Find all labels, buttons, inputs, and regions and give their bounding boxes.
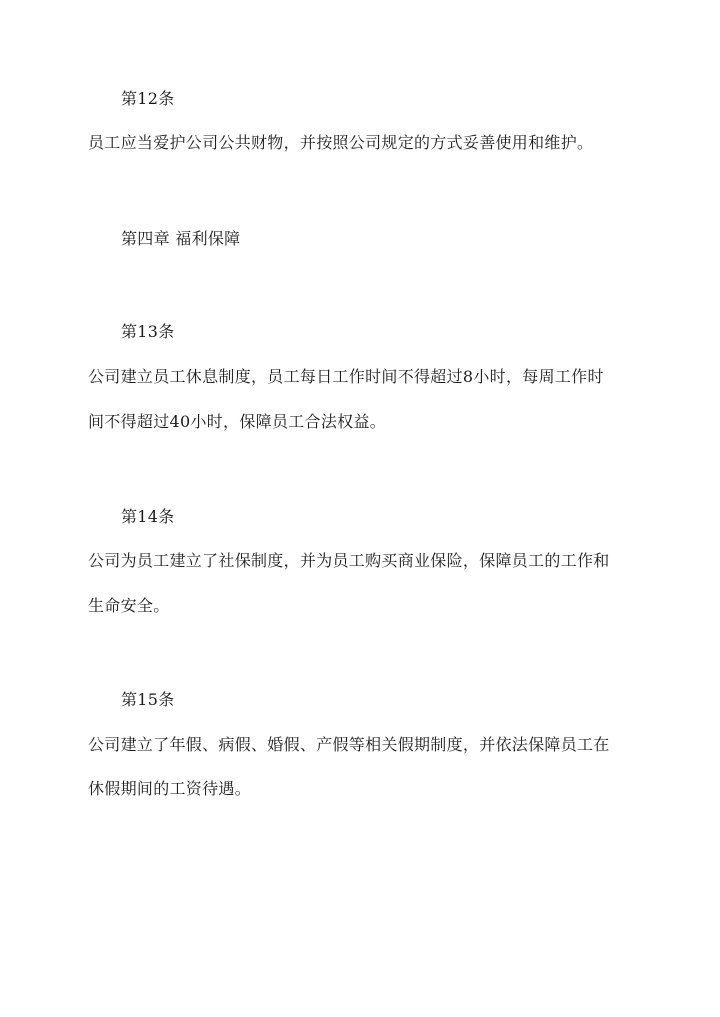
article-14-heading: 第14条 <box>121 507 175 526</box>
article-14-text-line-2: 生命安全。 <box>88 596 170 615</box>
article-13-text-line-1: 公司建立员工休息制度，员工每日工作时间不得超过8小时，每周工作时 <box>88 367 604 386</box>
article-13-heading: 第13条 <box>121 322 175 341</box>
article-15-text-line-2: 休假期间的工资待遇。 <box>88 779 252 798</box>
article-15-heading: 第15条 <box>121 690 175 709</box>
article-12-text-line-1: 员工应当爱护公司公共财物，并按照公司规定的方式妥善使用和维护。 <box>88 133 594 152</box>
chapter-4-heading: 第四章 福利保障 <box>121 229 241 248</box>
article-12-heading: 第12条 <box>121 89 175 108</box>
article-13-text-line-2: 间不得超过40小时，保障员工合法权益。 <box>88 412 387 431</box>
article-15-text-line-1: 公司建立了年假、病假、婚假、产假等相关假期制度，并依法保障员工在 <box>88 735 610 754</box>
article-14-text-line-1: 公司为员工建立了社保制度，并为员工购买商业保险，保障员工的工作和 <box>88 551 610 570</box>
